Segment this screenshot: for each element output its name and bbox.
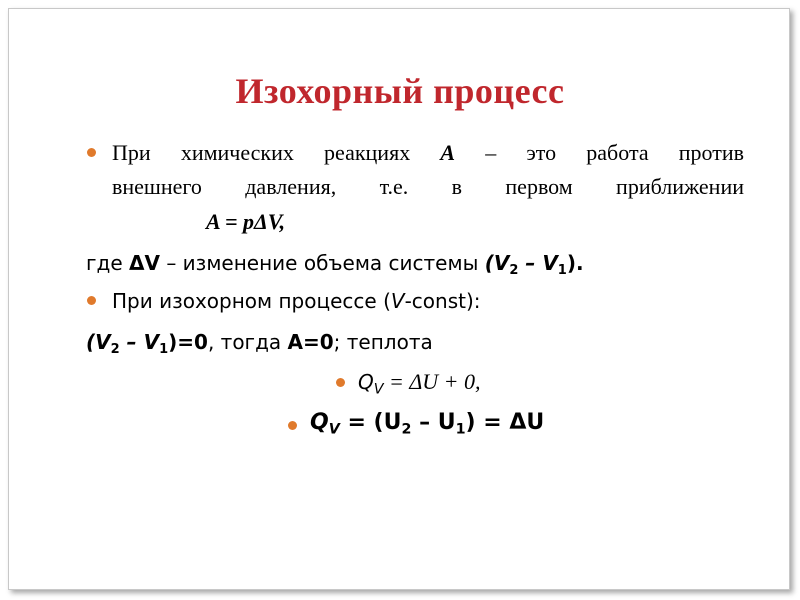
paragraph-1-line-1	[112, 141, 744, 165]
bullet-3	[336, 378, 345, 387]
line-where: где ΔV – изменение объема системы $(V_2 - V_1)$.	[86, 251, 584, 278]
equation-heat-2: $Q_V = (U_2 - U_1) = \Delta U$	[310, 410, 545, 438]
p1-A: А	[440, 140, 456, 165]
delta-v: ΔV	[129, 251, 160, 275]
formula-work: A = pΔV,	[206, 209, 286, 234]
bullet-4	[288, 421, 297, 430]
bullet-2	[87, 296, 96, 305]
slide-title: Изохорный процесс	[235, 71, 565, 111]
bullet-1	[87, 148, 96, 157]
paragraph-1-line-2: внешнего давления, т.е. в первом приближении	[112, 174, 744, 199]
line-volume-zero: $(V_2 - V_1)=0$, тогда А=0; теплота	[86, 330, 433, 357]
p1-text: При химических реакциях	[112, 140, 411, 165]
paragraph-2: При изохорном процессе (V-const):	[112, 289, 481, 313]
equation-heat-1: $Q_V = \Delta U + 0$,	[358, 369, 481, 398]
p1-text-rest: – это работа против	[485, 140, 745, 165]
